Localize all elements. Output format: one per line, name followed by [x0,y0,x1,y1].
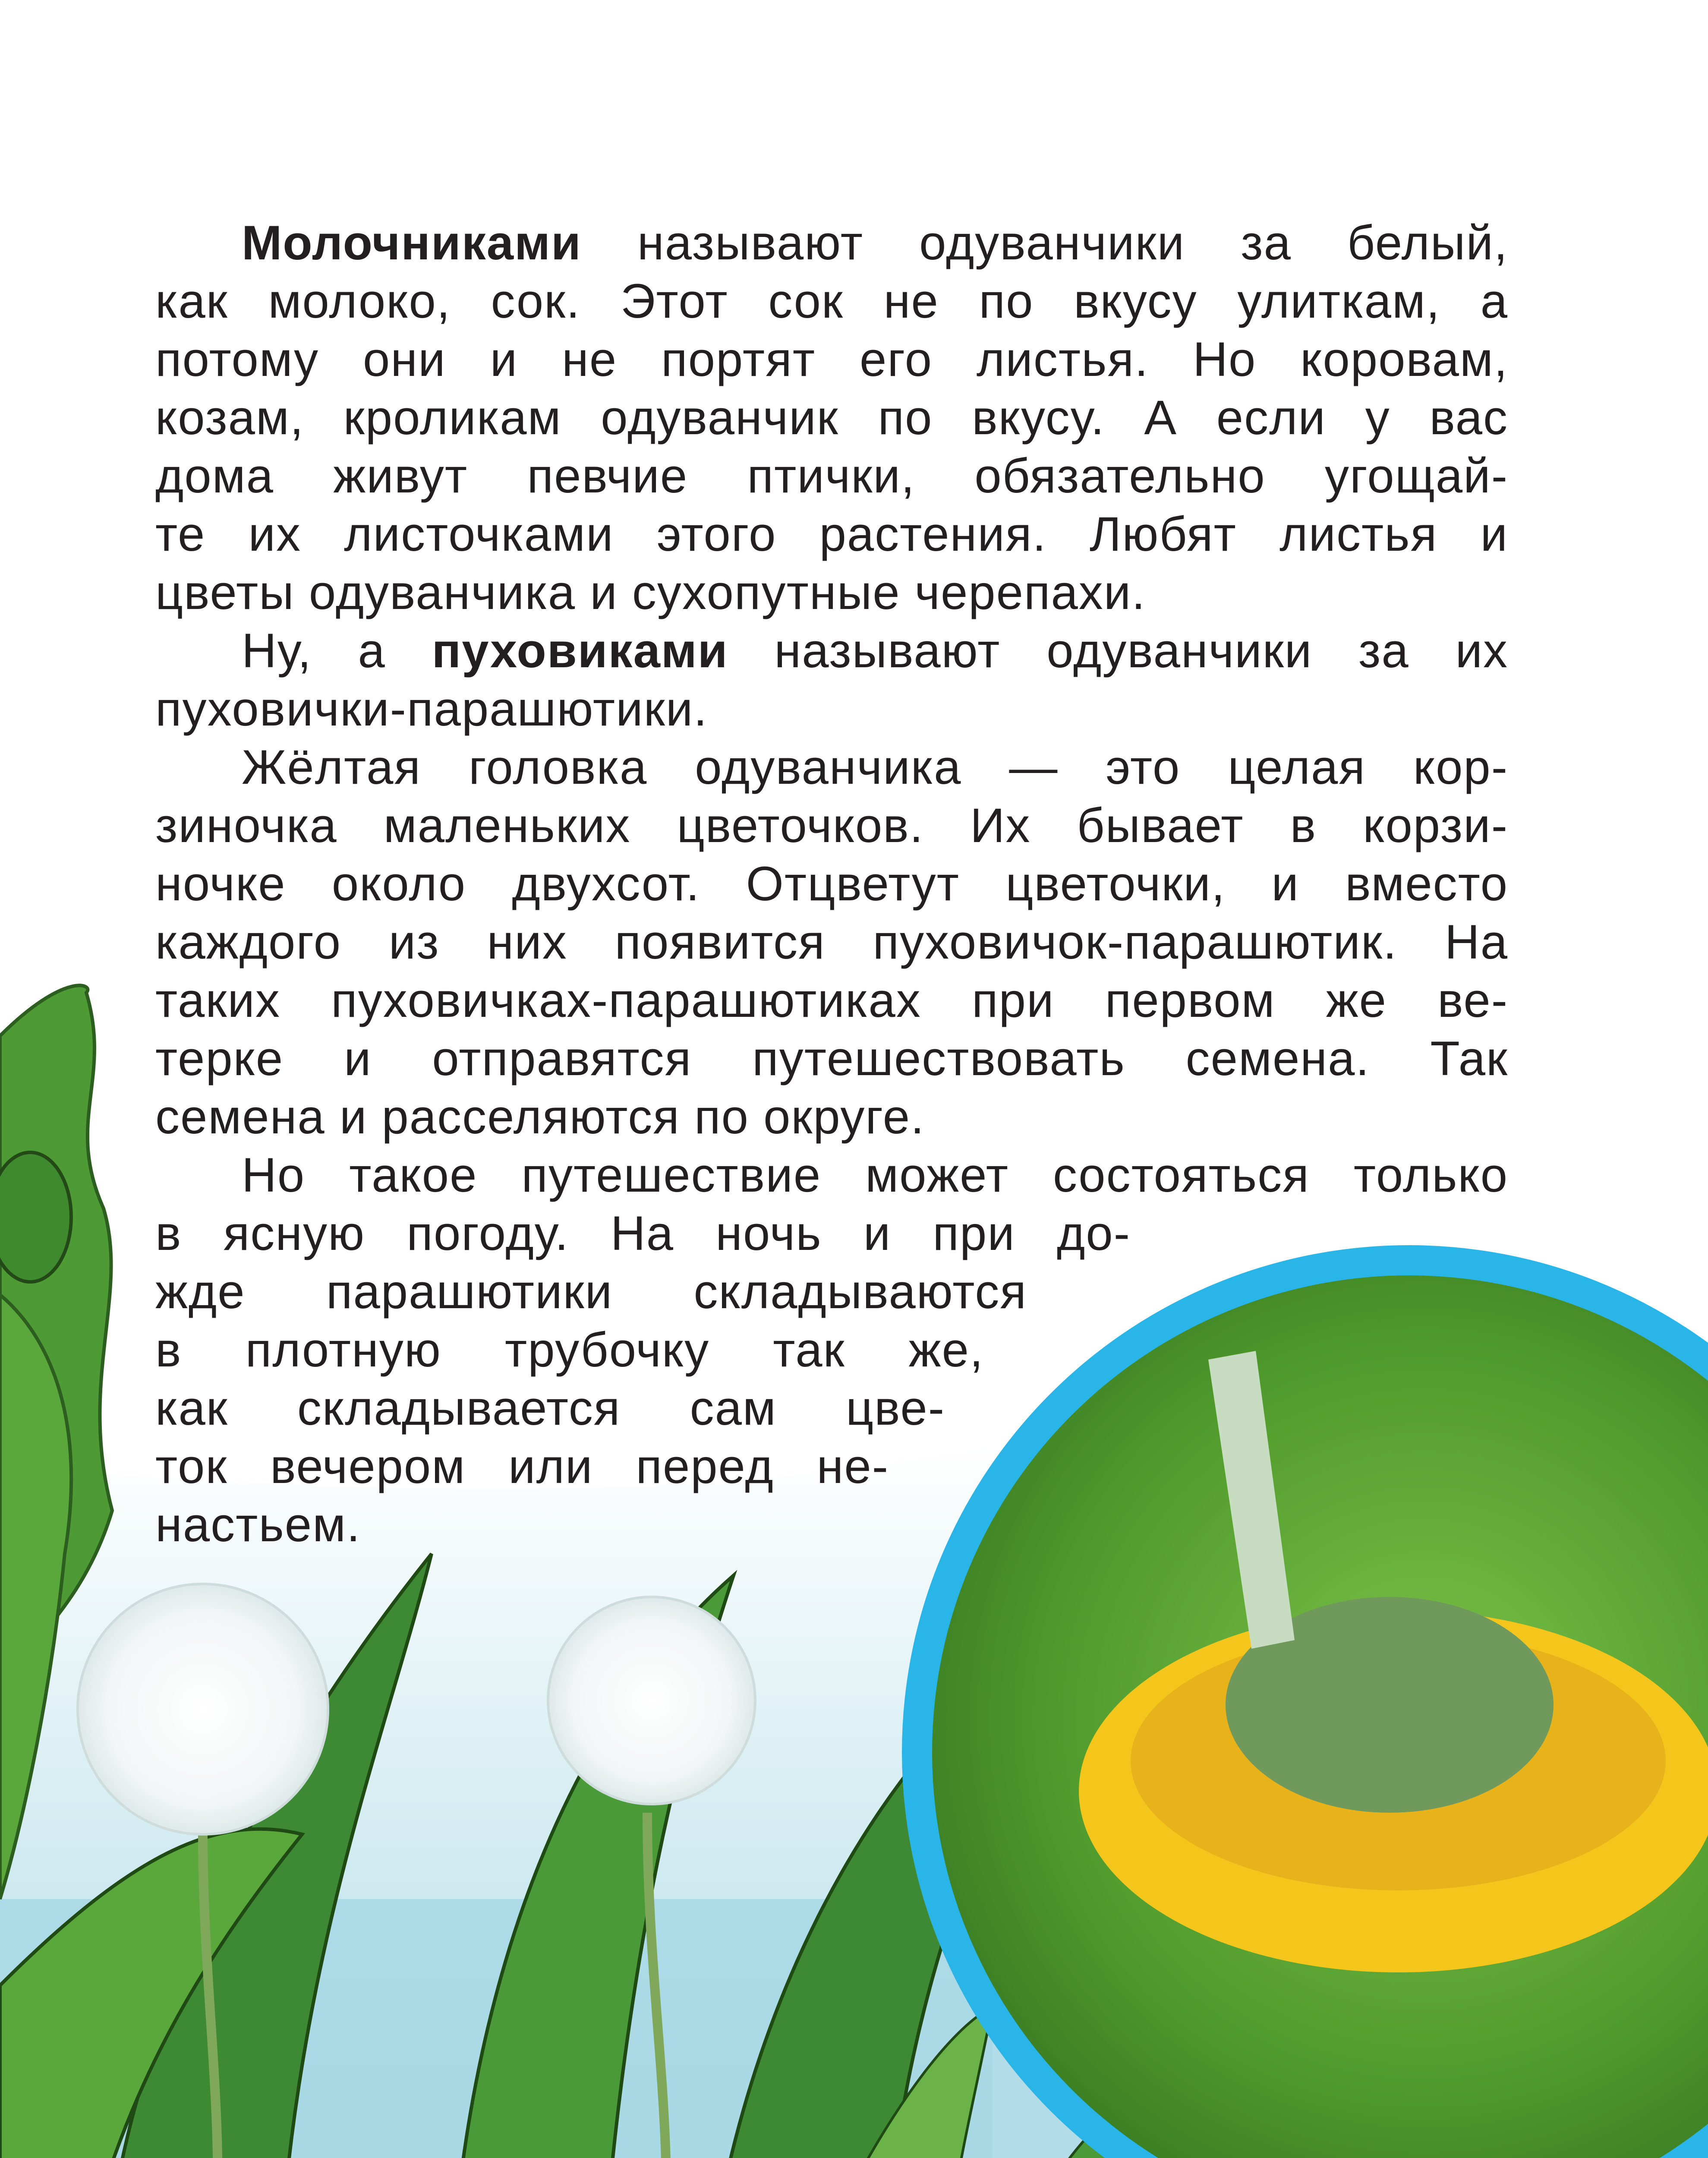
line-text: Но такое путешествие может состояться только [242,1148,1508,1202]
text-line [155,1146,1508,1204]
paragraph-weather [155,1146,1508,1554]
text-line: в ясную погоду. На ночь и при до- [155,1206,1131,1260]
paragraph-flower-head [155,738,1508,1146]
text-line: ток вечером или перед не- [155,1439,889,1493]
text-line: зиночка маленьких цветочков. Их бывает в корзи- [155,798,1508,852]
text-line [155,622,1508,680]
text-line: пуховички-парашютики. [155,682,708,736]
paragraph-fluff [155,622,1508,738]
text-line: потому они и не портят его листья. Но коровам, [155,332,1508,386]
text-line: таких пуховичках-парашютиках при первом же ве- [155,973,1508,1027]
bold-term: Молочниками [242,216,582,270]
text-line: те их листочками этого растения. Любят листья и [155,507,1508,561]
text-line: каждого из них появится пуховичок-парашютик. На [155,915,1508,969]
text-line: цветы одуванчика и сухопутные черепахи. [155,565,1146,619]
text-line: козам, кроликам одуванчик по вкусу. А если у вас [155,391,1508,445]
text-line: дома живут певчие птички, обязательно угощай- [155,449,1508,503]
text-line: как складывается сам цве- [155,1381,945,1435]
text-line: как молоко, сок. Этот сок не по вкусу улиткам, а [155,274,1508,328]
line-text: Ну, а [242,624,432,678]
text-line: в плотную трубочку так же, [155,1323,984,1377]
paragraph-milk-sap [155,214,1508,622]
text-line [155,214,1508,272]
line-text: Жёлтая головка одуванчика — это целая кор- [242,740,1508,794]
text-line: ночке около двухсот. Отцветут цветочки, и вместо [155,857,1508,911]
text-line: жде парашютики складываются [155,1265,1027,1319]
bold-term: пуховиками [432,624,728,678]
text-line: терке и отправятся путешествовать семена. Так [155,1032,1508,1085]
line-text: называют одуванчики за белый, [581,216,1508,270]
text-line: настьем. [155,1498,361,1552]
text-line [155,738,1508,796]
line-text: называют одуванчики за их [728,624,1509,678]
text-line: семена и расселяются по округе. [155,1090,925,1144]
